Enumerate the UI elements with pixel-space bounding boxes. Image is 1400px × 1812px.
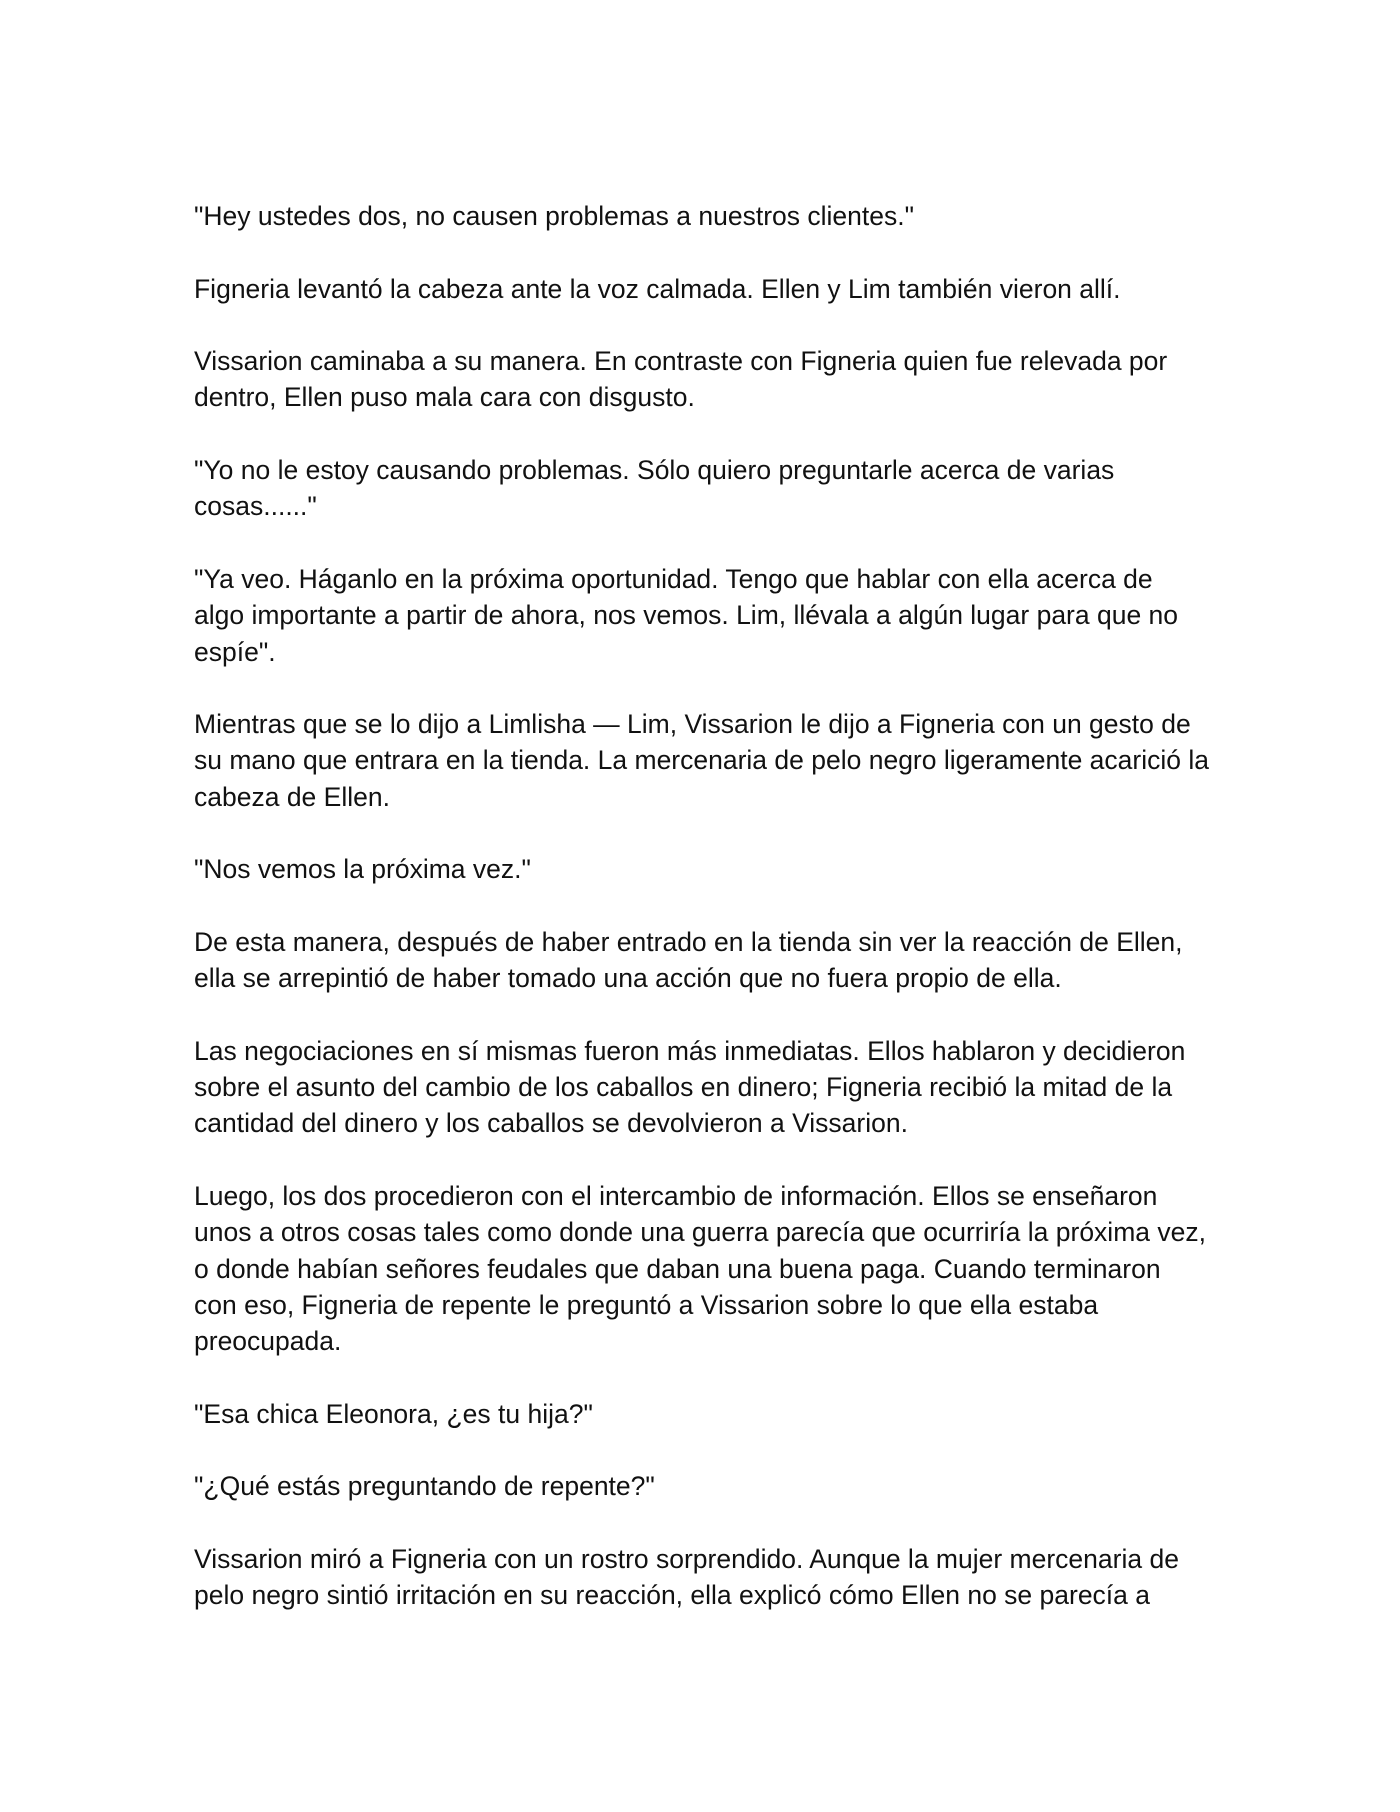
paragraph: "Hey ustedes dos, no causen problemas a nuestros clientes." bbox=[194, 201, 914, 231]
paragraph: Vissarion miró a Figneria con un rostro sorprendido. Aunque la mujer mercenaria de pelo negro sintió irritación en su reacción, ella explicó cómo Ellen no se parecía a bbox=[194, 1543, 1179, 1611]
paragraph: Vissarion caminaba a su manera. En contraste con Figneria quien fue relevada por dentro, Ellen puso mala cara con disgusto. bbox=[194, 346, 1168, 413]
paragraph: Figneria levantó la cabeza ante la voz calmada. Ellen y Lim también vieron allí. bbox=[194, 273, 1121, 304]
paragraph: "¿Qué estás preguntando de repente?" bbox=[194, 1471, 655, 1502]
paragraph: "Yo no le estoy causando problemas. Sólo quiero preguntarle acerca de varias cosas......" bbox=[194, 455, 1115, 522]
paragraph: Mientras que se lo dijo a Limlisha — Lim, Vissarion le dijo a Figneria con un gesto de su mano que entrara en la tienda. La mercenaria de pelo negro ligeramente acarició la cabeza de Ellen. bbox=[194, 709, 1209, 812]
paragraph: "Ya veo. Háganlo en la próxima oportunidad. Tengo que hablar con ella acerca de algo importante a partir de ahora, nos vemos. Lim, llévala a algún lugar para que no espíe". bbox=[194, 563, 1179, 667]
paragraph: Las negociaciones en sí mismas fueron más inmediatas. Ellos hablaron y decidieron sobre el asunto del cambio de los caballos en dinero; Figneria recibió la mitad de la cantidad del dinero y los caballos se devolvieron a Vissarion. bbox=[194, 1035, 1186, 1139]
paragraph: De esta manera, después de haber entrado en la tienda sin ver la reacción de Ellen, ella se arrepintió de haber tomado una acción que no fuera propio de ella. bbox=[194, 926, 1183, 994]
paragraph: "Esa chica Eleonora, ¿es tu hija?" bbox=[194, 1398, 593, 1429]
document-body bbox=[194, 198, 1210, 1650]
paragraph: "Nos vemos la próxima vez." bbox=[194, 854, 531, 885]
paragraph: Luego, los dos procedieron con el intercambio de información. Ellos se enseñaron unos a otros cosas tales como donde una guerra parecía que ocurriría la próxima vez, o donde habían señores feudales que daban una buena paga. Cuando terminaron con eso, Figneria de repente le preguntó a Vissarion sobre lo que ella estaba preocupada. bbox=[194, 1181, 1206, 1357]
